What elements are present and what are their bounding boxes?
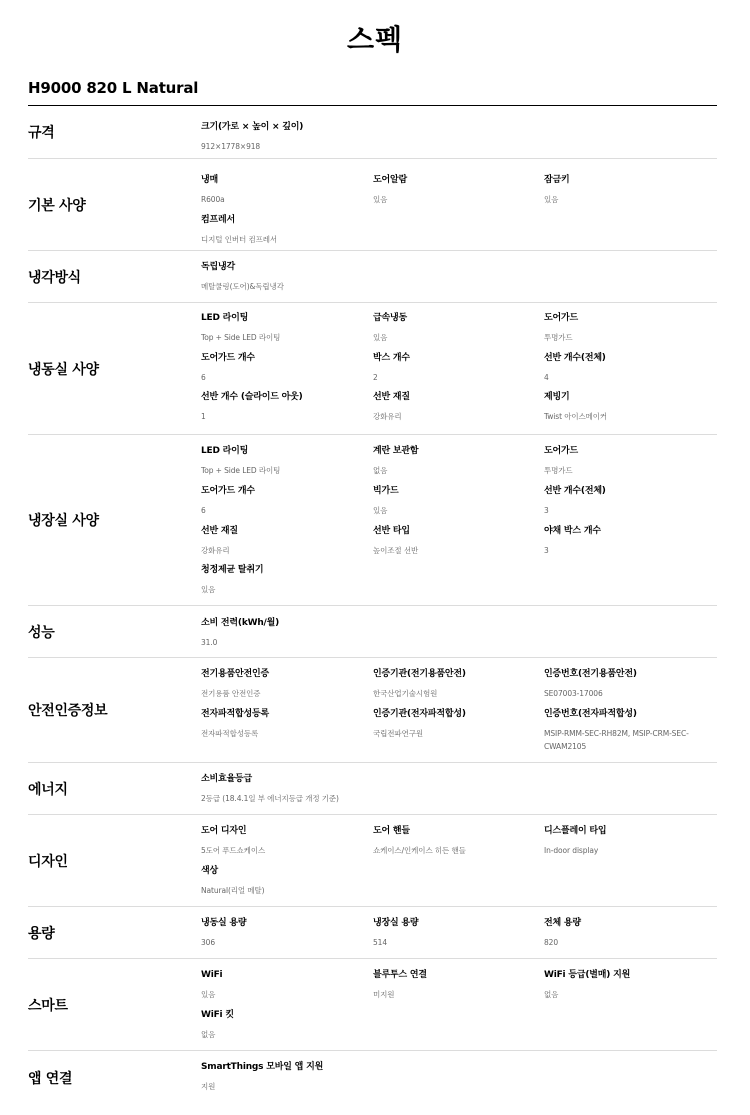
model-name: H9000 820 L Natural [28,79,199,97]
spec-label: 소비 전력(kWh/월) [201,618,280,628]
spec-item [201,1061,366,1093]
spec-item [201,312,366,344]
spec-item [201,214,366,246]
spec-value: 없음 [544,990,559,999]
spec-item [201,261,366,293]
spec-section [28,251,717,303]
spec-label: 도어 핸들 [373,826,410,836]
spec-item [201,708,366,740]
spec-label: 색상 [201,866,218,876]
spec-label: 박스 개수 [373,353,410,363]
spec-item [544,485,709,517]
section-title: 스마트 [28,997,68,1014]
spec-label: 도어가드 개수 [201,486,255,496]
spec-value: 31.0 [201,638,218,647]
spec-label: 계란 보관함 [373,446,419,456]
spec-value: 국립전파연구원 [373,729,424,738]
spec-item [544,917,709,949]
spec-value: 전자파적합성등록 [201,729,259,738]
spec-item [373,825,538,857]
spec-section [28,815,717,907]
spec-value: 1 [201,412,206,421]
spec-item [544,668,709,700]
spec-value: 2 [373,373,378,382]
spec-item [201,825,366,857]
spec-value: 4 [544,373,549,382]
spec-label: 컴프레서 [201,215,235,225]
spec-label: WiFi 킷 [201,1010,234,1020]
spec-value: 없음 [201,1030,216,1039]
spec-label: 청정제균 탈취기 [201,565,264,575]
spec-section [28,907,717,959]
spec-label: 블루투스 연결 [373,970,427,980]
spec-item [544,312,709,344]
section-title: 냉동실 사양 [28,361,99,378]
spec-value: 820 [544,938,559,947]
section-title: 용량 [28,925,55,942]
spec-value: MSIP-RMM-SEC-RH82M, MSIP-CRM-SEC-CWAM2105 [544,729,689,751]
spec-value: 있음 [201,990,216,999]
spec-item [201,485,366,517]
section-title: 에너지 [28,781,68,798]
spec-label: 야채 박스 개수 [544,526,601,536]
spec-item [201,865,366,897]
spec-section [28,606,717,658]
spec-item [373,969,538,1001]
spec-value: 한국산업기술시험원 [373,689,438,698]
section-title: 기본 사양 [28,197,86,214]
spec-item [544,445,709,477]
spec-value: Top + Side LED 라이팅 [201,333,281,342]
spec-label: LED 라이팅 [201,313,249,323]
spec-item [201,121,366,153]
spec-section [28,303,717,435]
section-title: 냉장실 사양 [28,513,99,529]
spec-value: 메탈쿨링(도어)&독립냉각 [201,282,284,291]
spec-value: SE07003-17006 [544,689,603,698]
spec-value: 514 [373,938,388,947]
spec-value: Top + Side LED 라이팅 [201,466,281,475]
spec-label: SmartThings 모바일 앱 지원 [201,1062,324,1072]
page-title: 스펙 [346,23,404,56]
spec-item [201,445,366,477]
spec-label: 빅가드 [373,486,399,496]
spec-value: Twist 아이스메이커 [544,412,608,421]
spec-label: 디스플레이 타입 [544,826,607,836]
spec-item [373,391,538,423]
spec-value: 강화유리 [201,546,230,555]
spec-label: 인증기관(전자파적합성) [373,709,466,719]
section-title: 앱 연결 [28,1071,73,1087]
spec-item [201,969,366,1001]
spec-label: 선반 개수(전체) [544,353,606,363]
spec-item [373,485,538,517]
spec-item [373,668,538,700]
spec-item [201,391,366,423]
spec-value: 강화유리 [373,412,402,421]
spec-value: 있음 [373,333,388,342]
spec-label: 도어가드 개수 [201,353,255,363]
spec-label: 인증번호(전자파적합성) [544,709,637,719]
spec-label: 도어가드 [544,446,578,456]
spec-item [544,708,709,753]
spec-value: 2등급 (18.4.1일 부 에너지등급 개정 기준) [201,794,339,803]
spec-label: 냉장실 용량 [373,918,419,928]
spec-item [544,825,709,857]
spec-item [201,564,366,596]
spec-label: 급속냉동 [373,313,407,323]
spec-value: 없음 [373,466,388,475]
spec-item [201,668,366,700]
spec-value: 지원 [201,1082,216,1091]
spec-value: 디지털 인버터 컴프레서 [201,235,278,244]
spec-value: 있음 [544,195,559,204]
spec-value: 3 [544,506,549,515]
spec-value: 912×1778×918 [201,142,261,151]
spec-item [544,174,709,206]
spec-item [373,917,538,949]
section-title: 디자인 [28,853,68,870]
spec-value: 투명가드 [544,466,573,475]
spec-label: 잠금키 [544,175,570,185]
spec-item [373,352,538,384]
spec-value: 미지원 [373,990,395,999]
spec-label: 도어가드 [544,313,578,323]
spec-label: 선반 재질 [373,392,410,402]
spec-label: 냉매 [201,175,218,185]
spec-value: 3 [544,546,549,555]
spec-value: 쇼케이스/인케이스 히든 핸들 [373,846,466,855]
spec-label: 독립냉각 [201,262,235,272]
spec-section [28,959,717,1051]
spec-value: 306 [201,938,216,947]
spec-label: 전자파적합성등록 [201,709,269,719]
section-title: 냉각방식 [28,269,81,286]
spec-item [373,525,538,557]
spec-item [544,969,709,1001]
spec-item [373,312,538,344]
spec-section [28,1051,717,1115]
spec-section [28,106,717,159]
spec-item [544,391,709,423]
spec-item [373,174,538,206]
spec-label: 크기(가로 × 높이 × 깊이) [201,122,304,132]
spec-label: 선반 재질 [201,526,238,536]
spec-label: LED 라이팅 [201,446,249,456]
spec-value: 투명가드 [544,333,573,342]
spec-label: 냉동실 용량 [201,918,247,928]
spec-label: WiFi [201,970,223,980]
spec-value: Natural(리얼 메탈) [201,886,265,895]
spec-item [201,174,366,206]
spec-item [201,917,366,949]
spec-value: 높이조절 선반 [373,546,419,555]
spec-item [201,617,366,649]
spec-label: 인증번호(전기용품안전) [544,669,637,679]
spec-value: 있음 [201,585,216,594]
spec-label: 도어 디자인 [201,826,247,836]
spec-item [544,352,709,384]
spec-section [28,435,717,606]
spec-section [28,159,717,251]
spec-label: 소비효율등급 [201,774,252,784]
spec-label: 전체 용량 [544,918,581,928]
spec-item [201,352,366,384]
spec-label: 선반 개수(전체) [544,486,606,496]
section-title: 성능 [28,624,55,641]
spec-item [201,1009,366,1041]
spec-label: 인증기관(전기용품안전) [373,669,466,679]
spec-value: 5도어 푸드쇼케이스 [201,846,266,855]
section-title: 안전인증정보 [28,703,108,719]
spec-value: 6 [201,506,206,515]
spec-item [544,525,709,557]
spec-value: 있음 [373,195,388,204]
spec-label: 전기용품안전인증 [201,669,269,679]
spec-value: 있음 [373,506,388,515]
spec-label: 제빙기 [544,392,570,402]
spec-label: 선반 타입 [373,526,410,536]
spec-label: WiFi 등급(별매) 지원 [544,970,631,980]
section-title: 규격 [28,125,55,141]
spec-item [373,445,538,477]
spec-label: 도어알람 [373,175,407,185]
spec-value: 6 [201,373,206,382]
spec-item [201,773,366,805]
spec-item [373,708,538,740]
spec-value: 전기용품 안전인증 [201,689,261,698]
spec-value: R600a [201,195,225,204]
spec-label: 선반 개수 (슬라이드 아웃) [201,392,303,402]
spec-section [28,763,717,815]
spec-item [201,525,366,557]
spec-value: In-door display [544,846,599,855]
spec-section [28,658,717,763]
